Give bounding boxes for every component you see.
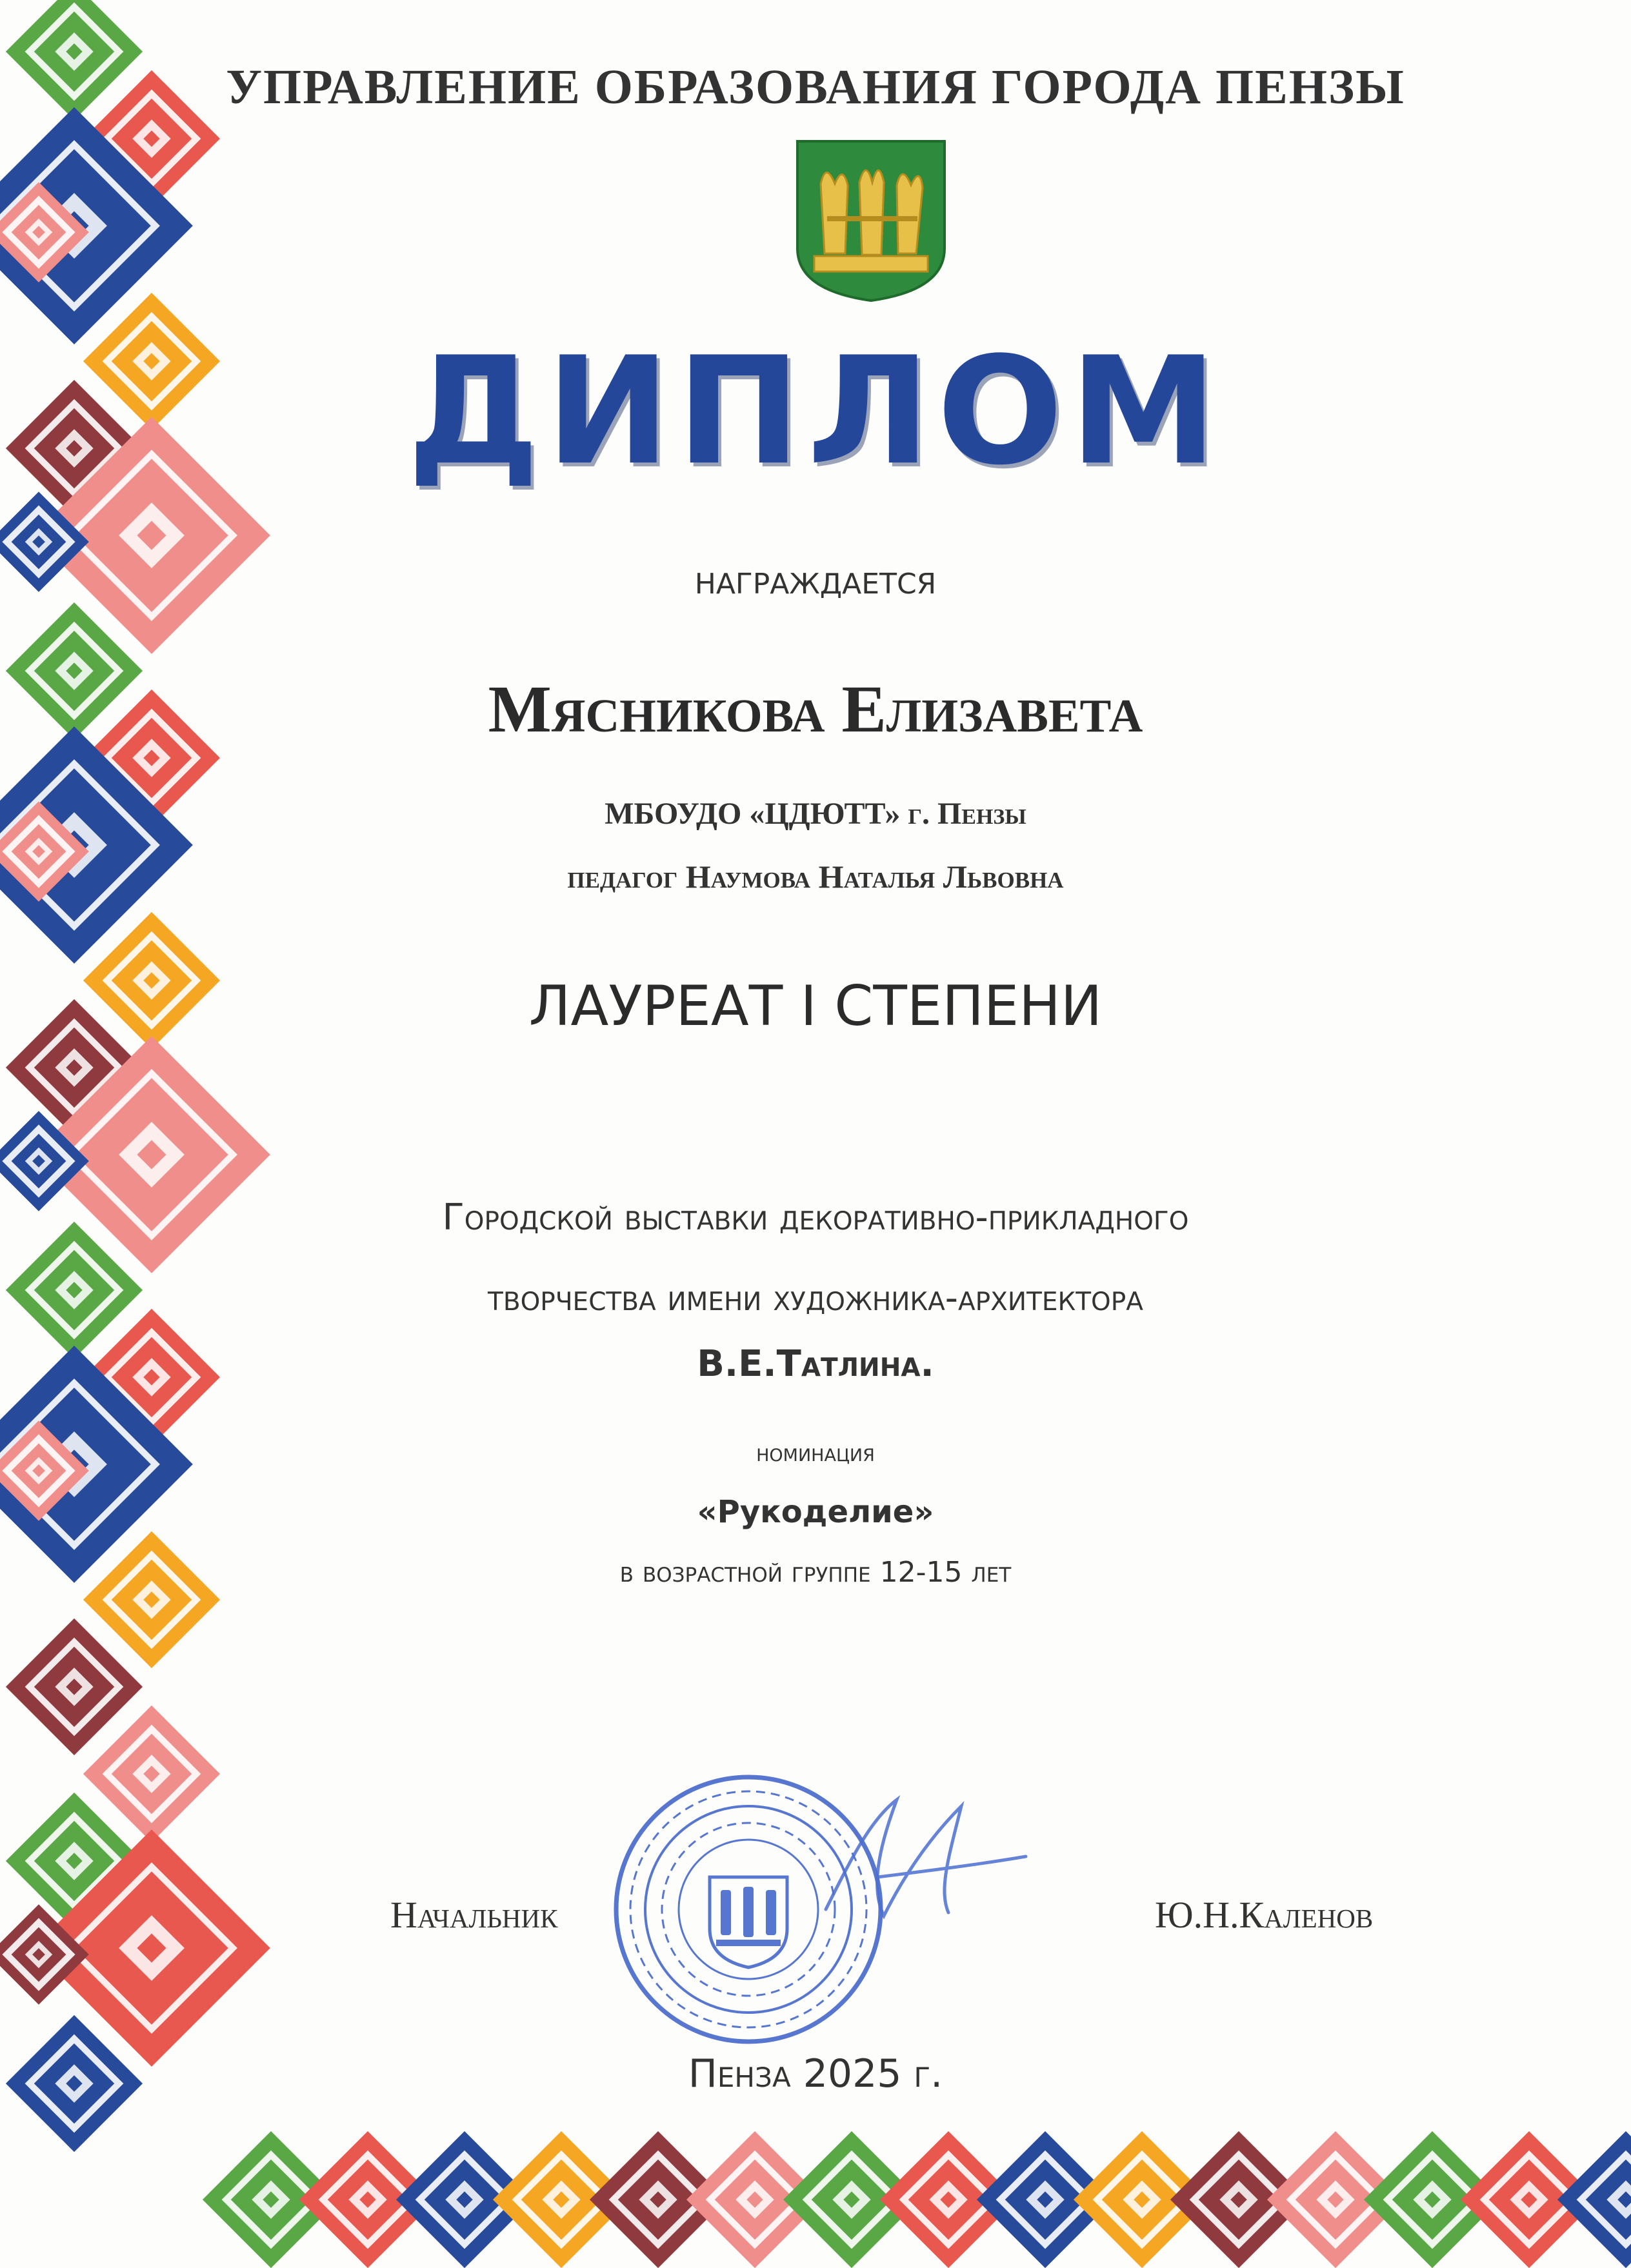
city-year: Пенза 2025 г. [688, 2051, 943, 2096]
signature-icon [800, 1780, 1032, 1935]
bottom-ornament-band [219, 2090, 1631, 2262]
document-title: ДИПЛОМ [407, 326, 1224, 498]
exhibition-line: Городской выставки декоративно-прикладного [442, 1197, 1189, 1238]
issuer-header: УПРАВЛЕНИЕ ОБРАЗОВАНИЯ ГОРОДА ПЕНЗЫ [226, 60, 1405, 114]
signer-name: Ю.Н.Каленов [1155, 1894, 1374, 1936]
nomination-value: «Рукоделие» [697, 1494, 934, 1530]
signer-title: Начальник [390, 1894, 558, 1936]
awarded-label: НАГРАЖДАЕТСЯ [694, 568, 937, 601]
organization-name: МБОУДО «ЦДЮТТ» г. Пензы [605, 797, 1026, 831]
ornament-tile-icon [1557, 2131, 1631, 2268]
teacher-name: педагог Наумова Наталья Львовна [567, 859, 1064, 895]
nomination-label: номинация [756, 1438, 875, 1467]
age-group: в возрастной группе 12-15 лет [619, 1556, 1012, 1589]
exhibition-line: творчества имени художника-архитектора [488, 1277, 1143, 1319]
coat-of-arms-icon [795, 139, 947, 303]
award-level: ЛАУРЕАТ I СТЕПЕНИ [528, 974, 1103, 1039]
recipient-name: Мясникова Елизавета [488, 672, 1143, 746]
exhibition-line: В.Е.Татлина. [697, 1343, 934, 1385]
